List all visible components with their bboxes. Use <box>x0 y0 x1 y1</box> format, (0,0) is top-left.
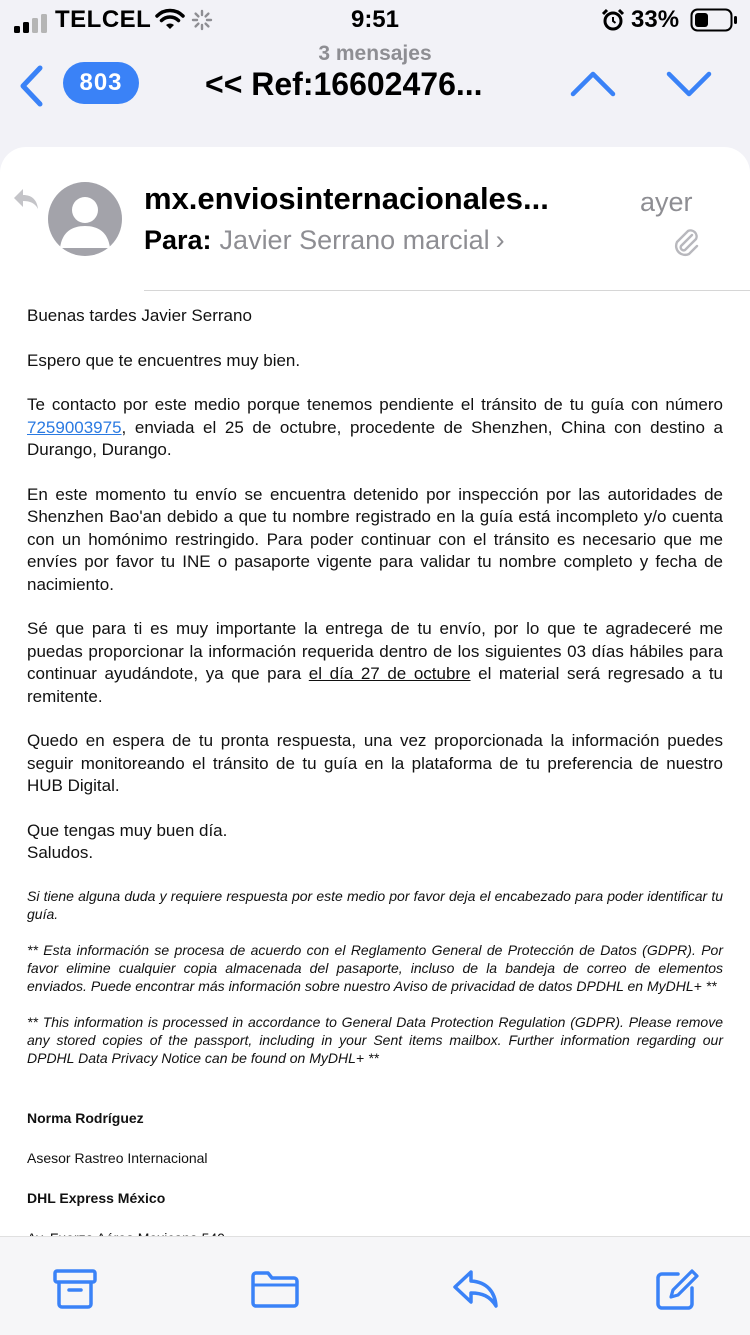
signature-name: Norma Rodríguez <box>27 1109 144 1126</box>
paperclip-icon <box>672 227 700 257</box>
paragraph-5: Quedo en espera de tu pronta respuesta, una vez proporcionada la información puedes seguir monitoreando el tránsito de tu guía en la plataforma de tu preferencia de nuestro HUB Digital. <box>27 731 723 795</box>
message-body <box>27 305 723 1309</box>
date-detected-link[interactable]: el día 27 de octubre <box>308 664 471 683</box>
thread-subject: << Ref:16602476... <box>205 66 483 102</box>
paragraph-2: Te contacto por este medio porque tenemos pendiente el tránsito de tu guía con número 7259003975, enviada el 25 de octubre, procedente de Shenzhen, China con destino a Durango, Durango. <box>27 395 723 459</box>
greeting: Buenas tardes Javier Serrano <box>27 306 252 325</box>
status-bar <box>0 0 750 44</box>
note-1: Si tiene alguna duda y requiere respuesta por este medio por favor deja el encabezado para poder identificar tu guía. <box>27 887 723 922</box>
company-name: DHL Express México <box>27 1189 166 1206</box>
closing-line-2: Saludos. <box>27 843 94 862</box>
header-divider <box>144 290 750 291</box>
replied-indicator-icon <box>12 187 40 213</box>
paragraph-4: Sé que para ti es muy importante la entrega de tu envío, por lo que te agradeceré me puedas proporcionar la información requerida dentro de los siguientes 03 días hábiles para continuar ayudándote, ya que para el día 27 de octubre el material será regresado a tu remitente. <box>27 619 723 706</box>
carrier-name: TELCEL <box>55 6 152 33</box>
avatar[interactable] <box>48 182 122 256</box>
folder-icon[interactable] <box>250 1268 300 1310</box>
previous-message-icon[interactable] <box>570 70 616 98</box>
battery-percent: 33% <box>631 6 680 33</box>
paragraph-3: En este momento tu envío se encuentra detenido por inspección por las autoridades de Shenzhen Bao'an debido a que tu nombre registrado en la guía está incompleto y/o cuenta con un homónimo restringido. Para poder continuar con el tránsito es necesario que me envíes por favor tu INE o pasaporte vigente para validar tu nombre completo y fecha de nacimiento. <box>27 484 723 594</box>
battery-icon <box>690 8 738 32</box>
sender-name[interactable]: mx.enviosinternacionales... <box>144 181 549 216</box>
recipient-name[interactable]: Javier Serrano marcial <box>219 225 490 255</box>
tracking-number-link[interactable]: 7259003975 <box>27 417 122 437</box>
back-chevron-icon[interactable] <box>16 64 46 108</box>
bottom-toolbar <box>0 1236 750 1335</box>
signature-title: Asesor Rastreo Internacional <box>27 1149 208 1166</box>
clock: 9:51 <box>350 6 400 33</box>
chevron-right-icon: › <box>495 225 505 255</box>
message-date: ayer <box>640 187 693 217</box>
unread-count-badge[interactable]: 803 <box>63 62 139 104</box>
alarm-icon <box>601 8 625 32</box>
closing-line-1: Que tengas muy buen día. <box>27 820 228 840</box>
paragraph-1: Espero que te encuentres muy bien. <box>27 350 301 370</box>
person-icon <box>48 182 122 256</box>
navigation-bar <box>0 40 750 140</box>
message-count: 3 mensajes <box>318 42 432 65</box>
recipient-row[interactable] <box>144 225 505 256</box>
reply-icon[interactable] <box>452 1268 500 1310</box>
compose-icon[interactable] <box>654 1268 700 1312</box>
to-label: Para: <box>144 225 212 255</box>
archive-icon[interactable] <box>52 1268 98 1310</box>
note-3-gdpr-en: ** This information is processed in accordance to General Data Protection Regulation (GDPR). Please remove any stored copies of the passport, including in your Sent items mailbox. Further information regarding our DPDHL Data Privacy Notice can be found on MyDHL+ ** <box>27 1013 723 1066</box>
next-message-icon[interactable] <box>666 70 712 98</box>
note-2-gdpr-es: ** Esta información se procesa de acuerdo con el Reglamento General de Protección de Datos (GDPR). Por favor elimine cualquier copia almacenada del pasaporte, incluso de la bandeja de correo de elementos enviados. Puede encontrar más información sobre nuestro Aviso de privacidad de datos DPDHL en MyDHL+ ** <box>27 941 723 994</box>
message-card <box>0 147 750 1247</box>
